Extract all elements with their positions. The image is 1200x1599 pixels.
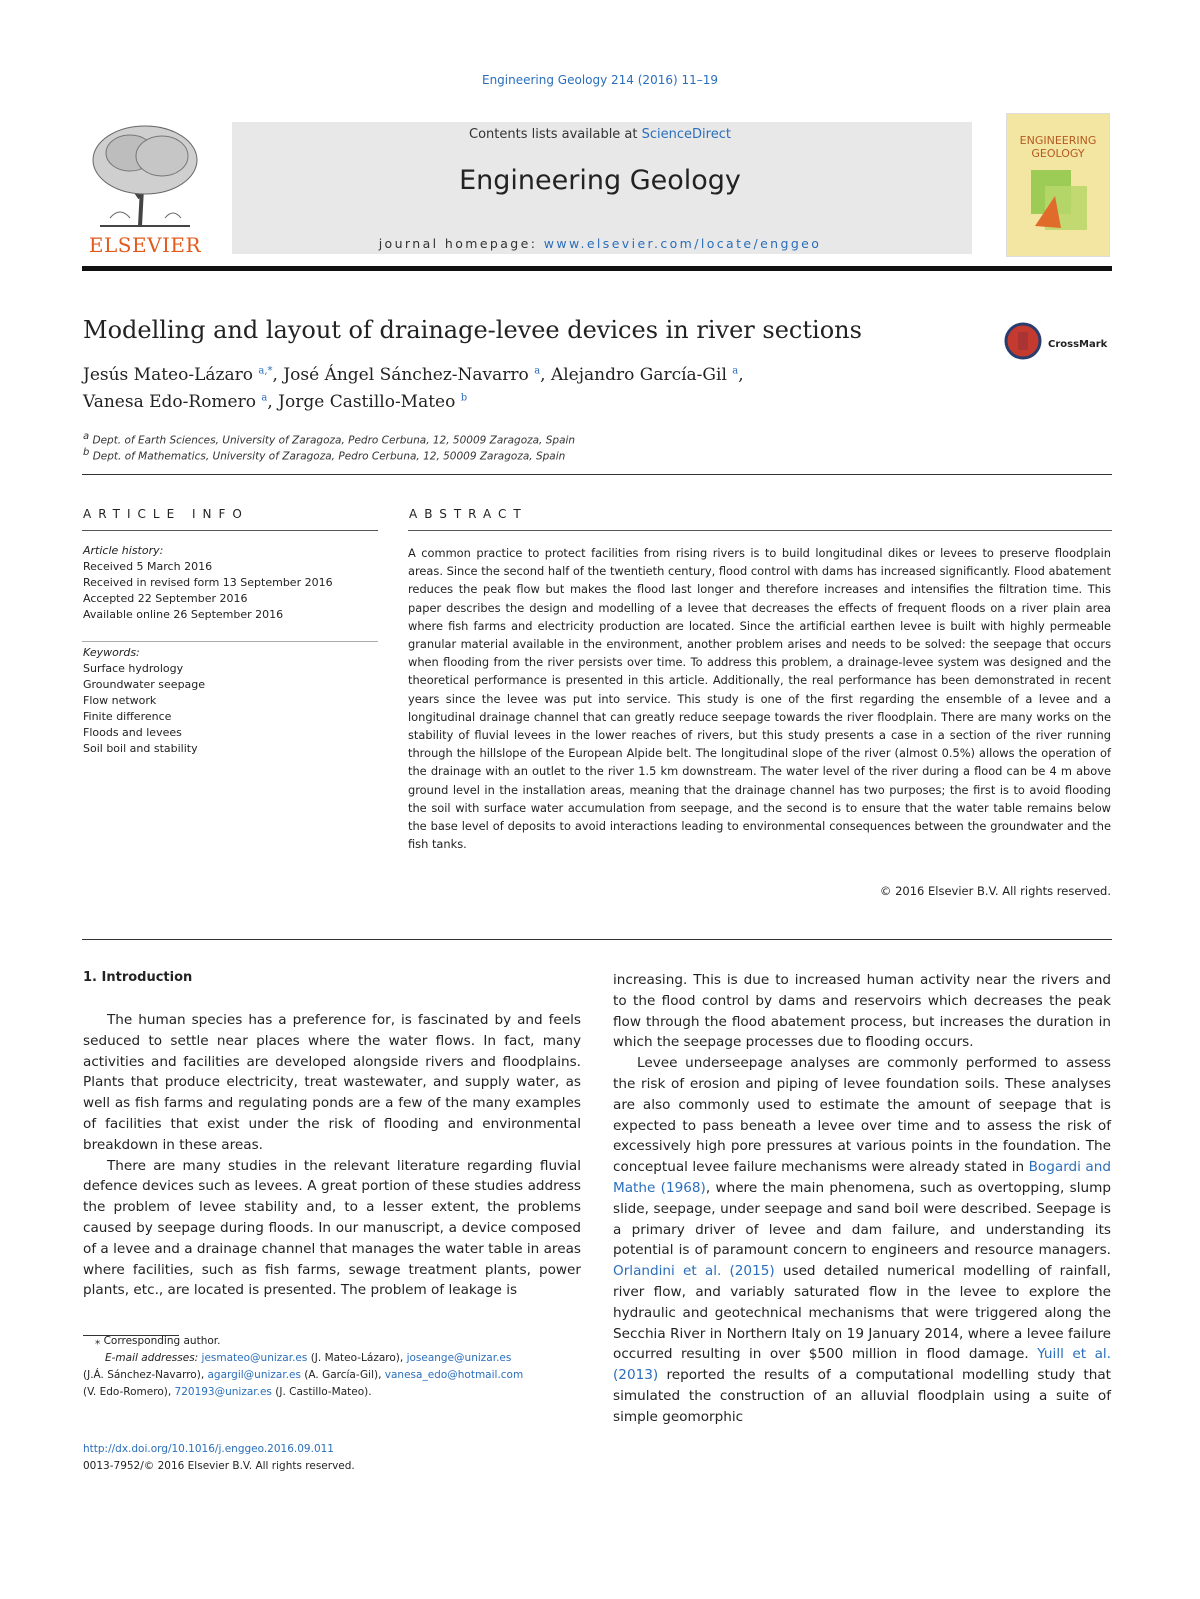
keywords-label: Keywords:	[83, 646, 140, 659]
keyword: Soil boil and stability	[83, 742, 198, 755]
author-affiliation-mark[interactable]: a,*	[258, 365, 273, 377]
divider	[82, 641, 378, 642]
paragraph-text: reported the results of a computational modelling study that simulated the construction of an alluvial floodplain using a suite of simple geomorphic	[613, 1367, 1111, 1425]
author-separator: ,	[267, 392, 279, 412]
email-link[interactable]: 720193@unizar.es	[174, 1386, 272, 1398]
divider	[408, 530, 1112, 531]
doi-link[interactable]: http://dx.doi.org/10.1016/j.enggeo.2016.09.011	[83, 1443, 334, 1455]
footnote	[83, 1333, 581, 1401]
citation-link[interactable]: Yuill et al. (2013)	[613, 1346, 1112, 1384]
email-owner: (J. Castillo-Mateo).	[271, 1386, 372, 1398]
keywords	[83, 645, 205, 757]
abstract-copyright: © 2016 Elsevier B.V. All rights reserved.	[879, 884, 1111, 898]
affiliation-a	[83, 431, 575, 447]
paragraph-text: Levee underseepage analyses are commonly performed to assess the risk of erosion and piping of levee foundation soils. These analyses are also commonly used to estimate the amount of seepage that is expected to pass beneath a levee over time and to assess the risk of excessively high pore pressures at various points in the foundation. The conceptual levee failure mechanisms were already stated in	[613, 1055, 1111, 1176]
section-heading-introduction: 1. Introduction	[83, 970, 193, 985]
body-paragraph: The human species has a preference for, is fascinated by and feels seduced to settle near places where the water flows. In fact, many activities and facilities are developed alongside rivers and floodplains. Plants that produce electricity, treat wastewater, and supply water, as well as fish farms and regulating ponds are a few of the many examples of facilities that exist under the risk of flooding and environmental breakdown in these areas.	[83, 1012, 581, 1153]
body-column-left	[83, 1010, 581, 1301]
journal-name: Engineering Geology	[459, 165, 741, 196]
article-history	[83, 543, 333, 623]
divider	[82, 474, 1112, 475]
affiliation-mark: b	[83, 447, 90, 458]
author-separator: ,	[272, 365, 284, 385]
elsevier-wordmark: ELSEVIER	[88, 233, 202, 257]
history-online: Available online 26 September 2016	[83, 608, 284, 621]
email-label: E-mail addresses:	[105, 1352, 202, 1364]
history-label: Article history:	[83, 544, 164, 557]
history-accepted: Accepted 22 September 2016	[83, 592, 248, 605]
homepage-prefix: journal homepage:	[378, 236, 544, 251]
author-list-line-1	[83, 365, 744, 385]
issn-copyright: 0013-7952/© 2016 Elsevier B.V. All rights reserved.	[83, 1460, 355, 1472]
citation-link[interactable]: Orlandini et al. (2015)	[613, 1263, 775, 1280]
affiliation-b	[83, 447, 565, 463]
divider	[82, 939, 1112, 940]
affiliation-text: Dept. of Earth Sciences, University of Zaragoza, Pedro Cerbuna, 12, 50009 Zaragoza, Spain	[92, 434, 576, 447]
author-affiliation-mark[interactable]: b	[460, 392, 468, 404]
email-owner: (J. Mateo-Lázaro),	[307, 1352, 407, 1364]
cover-art	[1025, 166, 1091, 236]
article-info-heading: ARTICLE INFO	[83, 507, 249, 521]
email-line	[83, 1384, 581, 1401]
keyword: Flow network	[83, 694, 157, 707]
header-rule	[82, 266, 1112, 271]
journal-cover-thumbnail[interactable]	[1006, 113, 1110, 257]
email-link[interactable]: agargil@unizar.es	[207, 1369, 301, 1381]
body-paragraph	[613, 1053, 1111, 1427]
affiliation-mark: a	[83, 431, 90, 442]
paragraph-text: used detailed numerical modelling of rainfall, river flow, and variably saturated flow in the levee to explore the hydraulic and geotechnical mechanisms that were triggered along the Secchia River in Northern Italy on 19 January 2014, where a levee failure occurred resulting in over $500 million in flood damage.	[613, 1263, 1111, 1363]
crossmark-label[interactable]: CrossMark	[1048, 339, 1108, 350]
paragraph-text: , where the main phenomena, such as overtopping, slump slide, seepage, under seepage and sand boil were described. Seepage is a primary driver of levee and dam failure, and understanding its potential is of paramount concern to engineers and resource managers.	[613, 1179, 1111, 1259]
author-name[interactable]: Vanesa Edo-Romero	[83, 392, 256, 412]
corresponding-text: Corresponding author.	[103, 1335, 221, 1347]
email-owner: (J.Á. Sánchez-Navarro),	[83, 1369, 208, 1381]
history-revised: Received in revised form 13 September 2016	[83, 576, 333, 589]
email-owner: (A. García-Gil),	[300, 1369, 385, 1381]
author-name[interactable]: Jesús Mateo-Lázaro	[83, 365, 253, 385]
body-column-right	[613, 970, 1111, 1428]
divider	[82, 530, 378, 531]
email-link[interactable]: vanesa_edo@hotmail.com	[384, 1369, 524, 1381]
abstract-heading: ABSTRACT	[409, 507, 528, 521]
abstract-text: A common practice to protect facilities from rising rivers is to build longitudinal dikes or levees to preserve floodplain areas. Since the second half of the twentieth century, flood control with dams has increased significantly. Flood abatement reduces the peak flow but makes the flood last longer and therefore increases and intensifies the filtration time. This paper describes the design and modelling of a levee that decreases the effects of frequent floods on a river plain area where fish farms and electricity production are located. Since the artificial earthen levee is built with highly permeable granular material available in the environment, another problem arises and needs to be solved: the seepage that occurs when flooding from the river persists over time. To address this problem, a drainage-levee system was designed and the theoretical performance is presented in this article. Additionally, the real performance has been demonstrated in recent years since the levee was put into service. This study is one of the first regarding the ensemble of a levee and a longitudinal drainage channel that can greatly reduce seepage towards the river floodplain. There are many works on the stability of fluvial levees in the lower reaches of rivers, but this study presents a case in a section of the river running through the hillslope of the European Alpide belt. The longitudinal slope of the river (almost 0.5%) allows the operation of the drainage with an outlet to the river 1.5 km downstream. The water level of the river during a flood can be 4 m above ground level in the installation areas, meaning that the drainage channel has two purposes; the first is to avoid flooding the soil with surface water accumulation from seepage, and the second is to ensure that the water table remains below the base level of deposits to avoid interactions leading to environmental consequences between the groundwater and the fish tanks.	[408, 546, 1111, 852]
cover-title-line-2: GEOLOGY	[1031, 147, 1085, 160]
cover-title-line-1: ENGINEERING	[1019, 134, 1097, 147]
author-name[interactable]: Alejandro García-Gil	[550, 365, 727, 385]
keyword: Floods and levees	[83, 726, 182, 739]
email-line	[83, 1367, 581, 1384]
affiliation-text: Dept. of Mathematics, University of Zaragoza, Pedro Cerbuna, 12, 50009 Zaragoza, Spain	[92, 450, 566, 463]
email-link[interactable]: jesmateo@unizar.es	[201, 1352, 308, 1364]
journal-reference[interactable]: Engineering Geology 214 (2016) 11–19	[481, 73, 719, 87]
corresponding-author-note	[83, 1333, 581, 1350]
homepage-link[interactable]: www.elsevier.com/locate/enggeo	[543, 236, 822, 251]
contents-prefix: Contents lists available at	[469, 127, 642, 142]
citation-link[interactable]: Bogardi and Mathe (1968)	[613, 1159, 1111, 1196]
author-list-line-2	[83, 392, 467, 412]
body-paragraph: There are many studies in the relevant literature regarding fluvial defence devices such as levees. A great portion of these studies address the problem of levee stability and, to a lesser extent, the problems caused by seepage during floods. In our manuscript, a device composed of a levee and a drainage channel that manages the water table in areas where facilities, such as fish farms, sewage treatment plants, power plants, etc., are located is presented. The problem of leakage is	[83, 1157, 581, 1299]
sciencedirect-link[interactable]: ScienceDirect	[641, 127, 731, 142]
footnote-mark: ⁎	[95, 1335, 101, 1347]
author-separator: ,	[738, 365, 744, 385]
author-separator: ,	[540, 365, 551, 385]
keyword: Groundwater seepage	[83, 678, 206, 691]
email-line	[83, 1350, 581, 1367]
author-affiliation-mark[interactable]: a	[534, 365, 541, 377]
history-received: Received 5 March 2016	[83, 560, 213, 573]
keyword: Finite difference	[83, 710, 172, 723]
email-link[interactable]: joseange@unizar.es	[406, 1352, 512, 1364]
author-affiliation-mark[interactable]: a	[261, 392, 268, 404]
keyword: Surface hydrology	[83, 662, 184, 675]
cover-title	[1007, 134, 1109, 160]
article-title: Modelling and layout of drainage-levee devices in river sections	[83, 316, 862, 344]
body-paragraph: increasing. This is due to increased human activity near the rivers and to the flood control by dams and reservoirs which decreases the peak flow through the flood abatement process, but increases the duration in which the seepage processes due to flooding occurs.	[613, 972, 1111, 1051]
author-name[interactable]: José Ángel Sánchez-Navarro	[283, 365, 529, 385]
author-affiliation-mark[interactable]: a	[732, 365, 739, 377]
email-owner: (V. Edo-Romero),	[83, 1386, 175, 1398]
author-name[interactable]: Jorge Castillo-Mateo	[278, 392, 456, 412]
